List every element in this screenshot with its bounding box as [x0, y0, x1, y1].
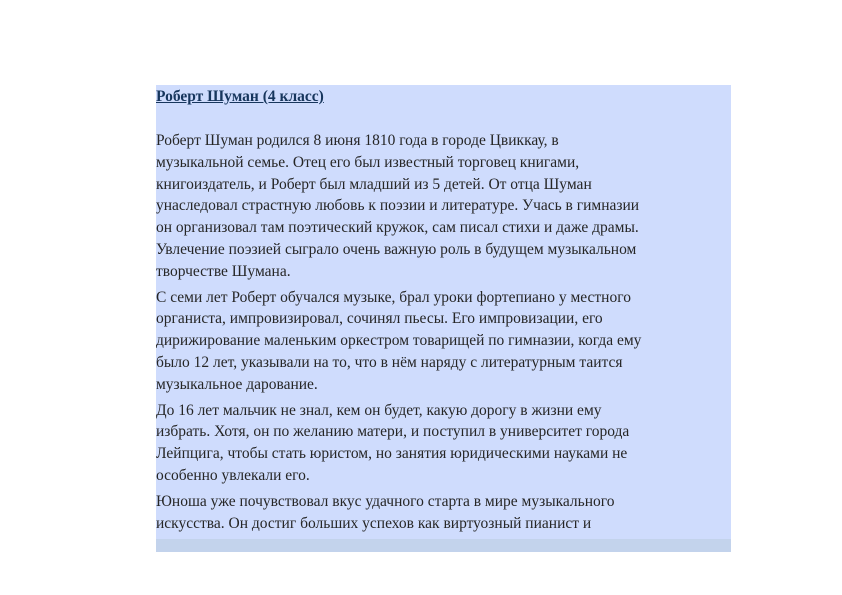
text-line: творчестве Шумана. — [156, 262, 291, 280]
text-line: музыкальной семье. Отец его был известный торговец книгами, — [156, 153, 580, 171]
text-line: он организовал там поэтический кружок, сам писал стихи и даже драмы. — [156, 219, 639, 237]
text-line: особенно увлекали его. — [156, 466, 310, 484]
text-line: Юноша уже почувствовал вкус удачного старта в мире музыкального — [156, 492, 615, 510]
paragraph — [156, 287, 731, 396]
text-line: книгоиздатель, и Роберт был младший из 5 детей. От отца Шуман — [156, 175, 592, 193]
text-line: Увлечение поэзией сыграло очень важную роль в будущем музыкальном — [156, 240, 637, 258]
paragraph — [156, 130, 731, 283]
paragraph — [156, 491, 731, 535]
text-line: С семи лет Роберт обучался музыке, брал уроки фортепиано у местного — [156, 288, 631, 306]
document-title: Роберт Шуман (4 класс) — [156, 88, 324, 105]
text-line: До 16 лет мальчик не знал, кем он будет, какую дорогу в жизни ему — [156, 401, 602, 419]
paragraphs — [156, 130, 731, 534]
text-line: музыкальное дарование. — [156, 375, 318, 393]
text-line: Роберт Шуман родился 8 июня 1810 года в городе Цвиккау, в — [156, 132, 559, 149]
text-line: избрать. Хотя, он по желанию матери, и поступил в университет города — [156, 423, 630, 441]
text-line: дирижирование маленьким оркестром товарищей по гимназии, когда ему — [156, 332, 642, 350]
text-block — [156, 85, 731, 539]
text-line: органиста, импровизировал, сочинял пьесы. Его импровизации, его — [156, 310, 603, 328]
bottom-strip — [156, 539, 731, 552]
text-line: искусства. Он достиг больших успехов как виртуозный пианист и — [156, 514, 592, 532]
text-line: было 12 лет, указывали на то, что в нём наряду с литературным таится — [156, 353, 623, 371]
paragraph — [156, 400, 731, 487]
text-line: Лейпцига, чтобы стать юристом, но занятия юридическими науками не — [156, 445, 628, 463]
text-line: унаследовал страстную любовь к поэзии и литературе. Учась в гимназии — [156, 197, 640, 215]
